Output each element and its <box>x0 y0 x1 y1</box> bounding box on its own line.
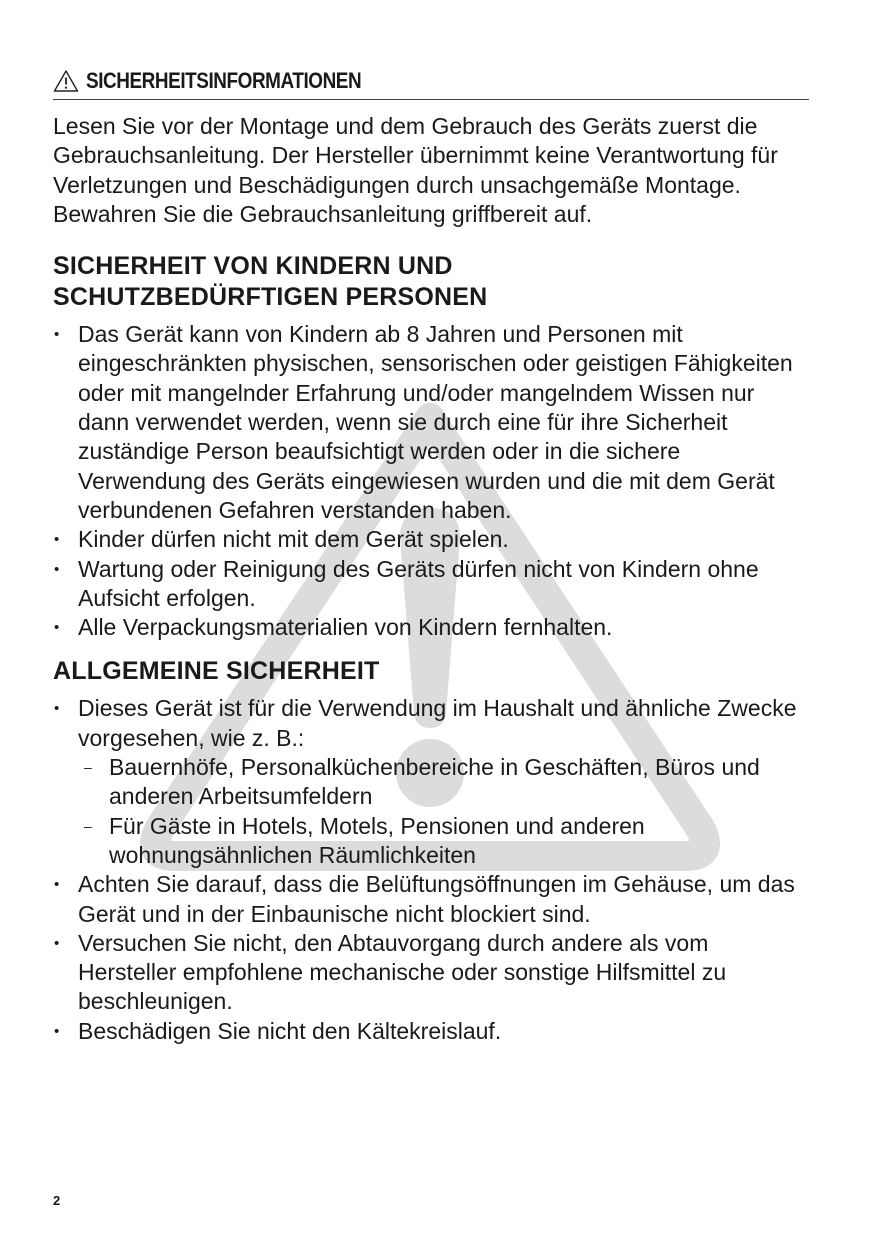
list-item: • Achten Sie darauf, dass die Belüftungsöffnungen im Gehäuse, um das Gerät und in der Einbaunische nicht blockiert sind. <box>53 870 809 929</box>
sub-list <box>78 753 809 870</box>
warning-triangle-icon <box>53 69 79 93</box>
section-title-line1: SICHERHEIT VON KINDERN UND <box>53 252 453 281</box>
general-safety-list <box>53 694 809 1046</box>
list-item: • Alle Verpackungsmaterialien von Kindern fernhalten. <box>53 613 809 642</box>
list-item <box>53 694 809 870</box>
sub-list-item: – Bauernhöfe, Personalküchenbereiche in Geschäften, Büros und anderen Arbeitsumfeldern <box>78 753 809 812</box>
section-title-line2: SCHUTZBEDÜRFTIGEN PERSONEN <box>53 283 488 312</box>
section-title-general-safety: ALLGEMEINE SICHERHEIT <box>53 657 380 686</box>
children-safety-list <box>53 320 809 642</box>
list-item: • Wartung oder Reinigung des Geräts dürfen nicht von Kindern ohne Aufsicht erfolgen. <box>53 555 809 614</box>
section-title-children-safety <box>53 251 809 313</box>
intro-paragraph: Lesen Sie vor der Montage und dem Gebrauch des Geräts zuerst die Gebrauchsanleitung. Der Hersteller übernimmt keine Verantwortung für Verletzungen und Beschädigungen durch unsachgemäße Montage. Bewahren Sie die Gebrauchsanleitung griffbereit auf. <box>53 113 778 227</box>
document-body <box>53 68 809 1046</box>
section-heading <box>53 68 809 100</box>
list-item-text: Dieses Gerät ist für die Verwendung im Haushalt und ähnliche Zwecke vorgesehen, wie z. B.: <box>78 695 797 751</box>
list-item: • Beschädigen Sie nicht den Kältekreislauf. <box>53 1017 809 1046</box>
list-item: • Kinder dürfen nicht mit dem Gerät spielen. <box>53 525 809 554</box>
page-number: 2 <box>53 1193 61 1208</box>
heading-title: SICHERHEITSINFORMATIONEN <box>86 68 362 93</box>
list-item: • Das Gerät kann von Kindern ab 8 Jahren und Personen mit eingeschränkten physischen, sensorischen oder geistigen Fähigkeiten oder mit mangelnder Erfahrung und/oder mangelndem Wissen nur dann verwendet werden, wenn sie durch eine für ihre Sicherheit zuständige Person beaufsichtigt werden oder in die sichere Verwendung des Geräts eingewiesen wurden und die mit dem Gerät verbundenen Gefahren verstanden haben. <box>53 320 809 525</box>
sub-list-item: – Für Gäste in Hotels, Motels, Pensionen und anderen wohnungsähnlichen Räumlichkeiten <box>78 812 809 871</box>
list-item: • Versuchen Sie nicht, den Abtauvorgang durch andere als vom Hersteller empfohlene mechanische oder sonstige Hilfsmittel zu beschleunigen. <box>53 929 809 1017</box>
